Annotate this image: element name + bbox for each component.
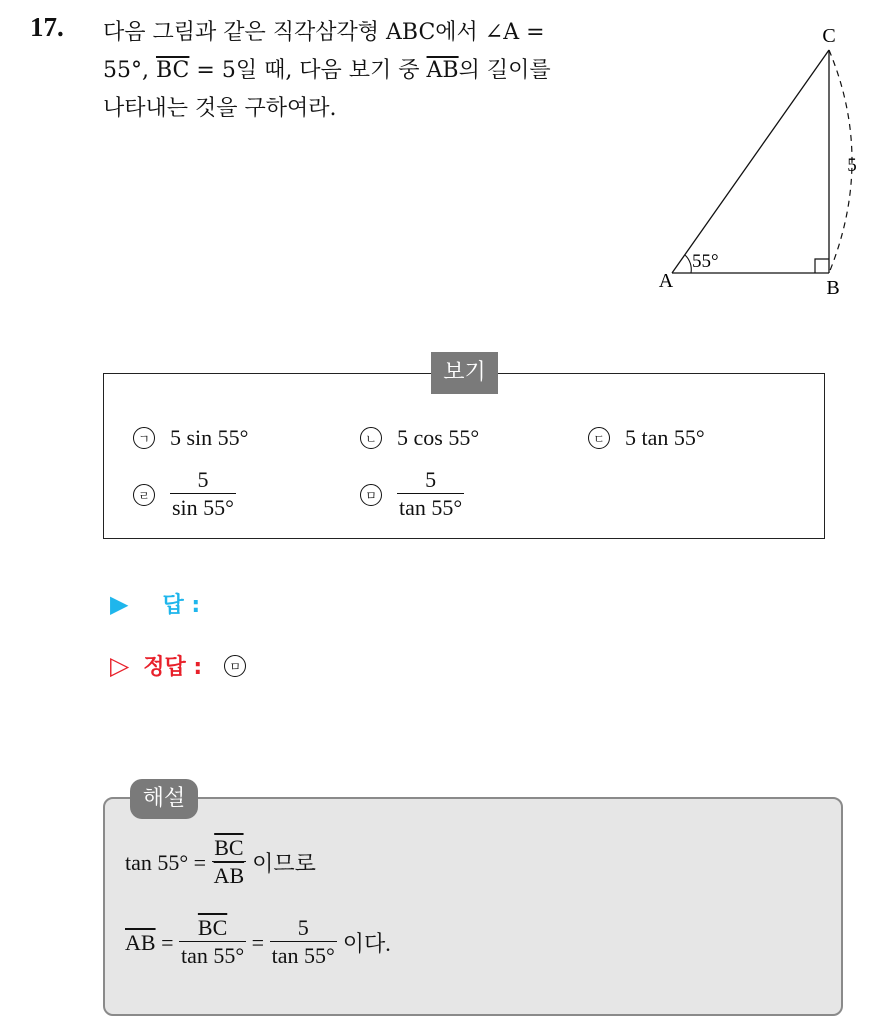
- vertex-c-label: C: [822, 25, 836, 47]
- choice-denominator-4: sin 55°: [172, 495, 234, 520]
- solution-2-denominator-1: tan 55°: [180, 943, 245, 968]
- solution-2-fraction-1: [179, 915, 246, 970]
- question-line-1: 다음 그림과 같은 직각삼각형 ABC에서 ∠A =: [103, 20, 545, 45]
- solution-2-fraction-2: [270, 915, 337, 970]
- solution-line-2: [125, 915, 391, 970]
- choice-denominator-5: tan 55°: [399, 495, 463, 520]
- solution-box: [103, 797, 843, 1016]
- choice-marker-3: ㄷ: [588, 427, 610, 449]
- solution-1-fraction: [212, 835, 247, 890]
- answer-arrow-icon: ▶: [110, 589, 129, 618]
- question-ask: 의 길이를: [458, 58, 551, 83]
- solution-line-1: [125, 835, 316, 890]
- choice-marker-1: ㄱ: [133, 427, 155, 449]
- choice-expr-3: 5 tan 55°: [625, 425, 705, 450]
- choice-5: [360, 467, 464, 522]
- angle-arc: [685, 255, 691, 273]
- question-angle-value: 55°,: [103, 58, 156, 83]
- choice-expr-1: 5 sin 55°: [170, 425, 249, 450]
- choice-expr-2: 5 cos 55°: [397, 425, 480, 450]
- choice-marker-5: ㅁ: [360, 484, 382, 506]
- choice-marker-4: ㄹ: [133, 484, 155, 506]
- vertex-b-label: B: [826, 277, 840, 299]
- choice-2: [360, 425, 479, 451]
- choice-1: [133, 425, 248, 451]
- bogi-title: 보기: [431, 352, 498, 394]
- solution-2-tail: 이다.: [342, 931, 391, 956]
- choice-numerator-5: 5: [425, 467, 437, 492]
- solution-2-numerator-1: $\overline{BC}$: [197, 915, 228, 940]
- answer-label: 답 :: [162, 593, 201, 618]
- choice-fraction-5: [397, 467, 464, 522]
- angle-label: 55°: [692, 251, 719, 272]
- choice-3: [588, 425, 705, 451]
- solution-1-denominator: AB: [213, 863, 245, 888]
- side-ac: [672, 50, 829, 273]
- solution-title: 해설: [130, 779, 198, 819]
- choice-fraction-4: [170, 467, 236, 522]
- question-line-3: 나타내는 것을 구하여라.: [103, 96, 337, 121]
- vertex-a-label: A: [658, 270, 674, 292]
- question-condition: = 5일 때, 다음 보기 중: [189, 58, 427, 83]
- correct-answer-marker: ㅁ: [224, 655, 246, 677]
- solution-2-eq1: =: [155, 929, 179, 955]
- answer-row: [110, 588, 200, 619]
- right-angle-mark: [815, 259, 829, 273]
- right-triangle-figure: [640, 20, 870, 305]
- solution-2-denominator-2: tan 55°: [271, 943, 335, 968]
- question-text: [103, 14, 623, 128]
- solution-1-lhs: tan 55° =: [125, 849, 212, 875]
- segment-ab: $\overline{AB}$: [426, 58, 459, 83]
- solution-2-eq2: =: [246, 929, 270, 955]
- choice-4: [133, 467, 236, 522]
- segment-bc: $\overline{BC}$: [155, 58, 190, 83]
- correct-answer-label: 정답 :: [143, 655, 203, 680]
- correct-arrow-icon: ▷: [110, 651, 130, 680]
- question-number: 17.: [30, 12, 64, 42]
- solution-1-numerator: $\overline{BC}$: [214, 835, 244, 860]
- correct-answer-row: [110, 650, 261, 681]
- solution-1-tail: 이므로: [252, 851, 316, 876]
- solution-2-numerator-2: 5: [297, 915, 309, 940]
- question-line-2: [103, 52, 623, 90]
- choice-numerator-4: 5: [197, 467, 209, 492]
- side-length-label: 5: [847, 155, 857, 176]
- choice-marker-2: ㄴ: [360, 427, 382, 449]
- solution-2-lhs: $\overline{AB}$: [125, 929, 156, 955]
